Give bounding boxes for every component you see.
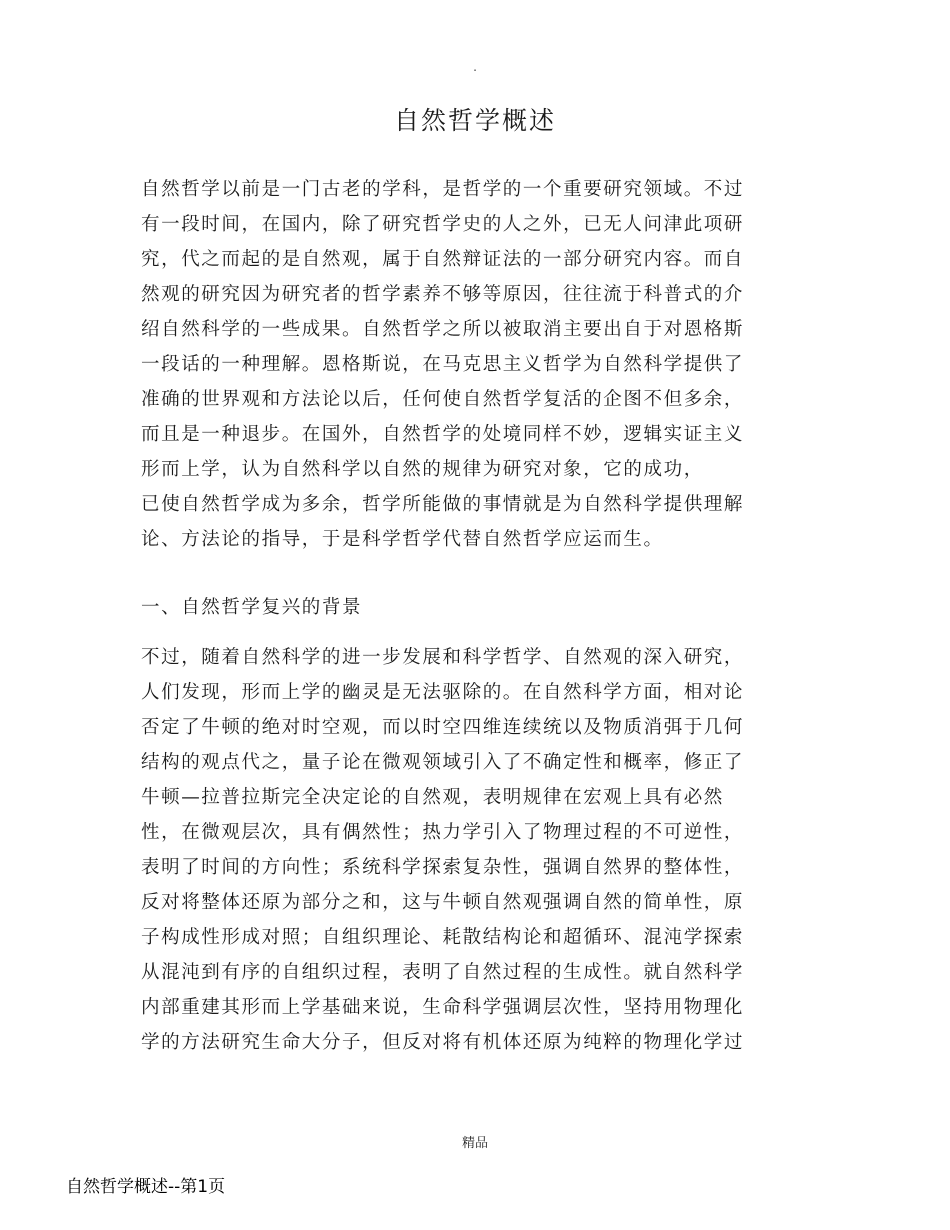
- paragraph-line: 然观的研究因为研究者的哲学素养不够等原因，往往流于科普式的介: [141, 284, 745, 305]
- paragraph-1: [141, 172, 801, 557]
- section-heading-block: [141, 590, 801, 625]
- paragraph-line: 否定了牛顿的绝对时空观，而以时空四维连续统以及物质消弭于几何: [141, 717, 745, 738]
- footer-label: 精品: [461, 1136, 488, 1151]
- section-heading: 一、自然哲学复兴的背景: [141, 597, 363, 618]
- paragraph-line: 自然哲学以前是一门古老的学科，是哲学的一个重要研究领域。不过: [141, 179, 745, 200]
- paragraph-line: 反对将整体还原为部分之和，这与牛顿自然观强调自然的简单性，原: [141, 892, 745, 913]
- paragraph-line: 已使自然哲学成为多余，哲学所能做的事情就是为自然科学提供理解: [141, 494, 745, 515]
- paragraph-line: 人们发现，形而上学的幽灵是无法驱除的。在自然科学方面，相对论: [141, 682, 745, 703]
- paragraph-line: 形而上学，认为自然科学以自然的规律为研究对象，它的成功，: [141, 459, 704, 480]
- paragraph-line: 牛顿—拉普拉斯完全决定论的自然观，表明规律在宏观上具有必然: [141, 787, 724, 808]
- paragraph-line: 性，在微观层次，具有偶然性；热力学引入了物理过程的不可逆性，: [141, 822, 745, 843]
- paragraph-line: 究，代之而起的是自然观，属于自然辩证法的一部分研究内容。而自: [141, 249, 745, 270]
- paragraph-line: 子构成性形成对照；自组织理论、耗散结构论和超循环、混沌学探索: [141, 927, 745, 948]
- paragraph-line: 有一段时间，在国内，除了研究哲学史的人之外，已无人问津此项研: [141, 214, 745, 235]
- paragraph-line: 表明了时间的方向性；系统科学探索复杂性，强调自然界的整体性，: [141, 857, 745, 878]
- paragraph-line: 结构的观点代之，量子论在微观领域引入了不确定性和概率，修正了: [141, 752, 745, 773]
- paragraph-line: 内部重建其形而上学基础来说，生命科学强调层次性，坚持用物理化: [141, 997, 745, 1018]
- page-number-label: 自然哲学概述--第1页: [66, 1177, 226, 1197]
- paragraph-line: 绍自然科学的一些成果。自然哲学之所以被取消主要出自于对恩格斯: [141, 319, 745, 340]
- paragraph-line: 论、方法论的指导，于是科学哲学代替自然哲学应运而生。: [141, 529, 664, 550]
- paragraph-line: 不过，随着自然科学的进一步发展和科学哲学、自然观的深入研究，: [141, 647, 745, 668]
- header-mark: .: [473, 60, 477, 74]
- paragraph-2: [141, 640, 801, 1060]
- paragraph-line: 而且是一种退步。在国外，自然哲学的处境同样不妙，逻辑实证主义: [141, 424, 745, 445]
- paragraph-line: 准确的世界观和方法论以后，任何使自然哲学复活的企图不但多余，: [141, 389, 745, 410]
- paragraph-line: 一段话的一种理解。恩格斯说，在马克思主义哲学为自然科学提供了: [141, 354, 745, 375]
- paragraph-line: 从混沌到有序的自组织过程，表明了自然过程的生成性。就自然科学: [141, 962, 745, 983]
- page-title: 自然哲学概述: [393, 106, 556, 135]
- paragraph-line: 学的方法研究生命大分子，但反对将有机体还原为纯粹的物理化学过: [141, 1032, 745, 1053]
